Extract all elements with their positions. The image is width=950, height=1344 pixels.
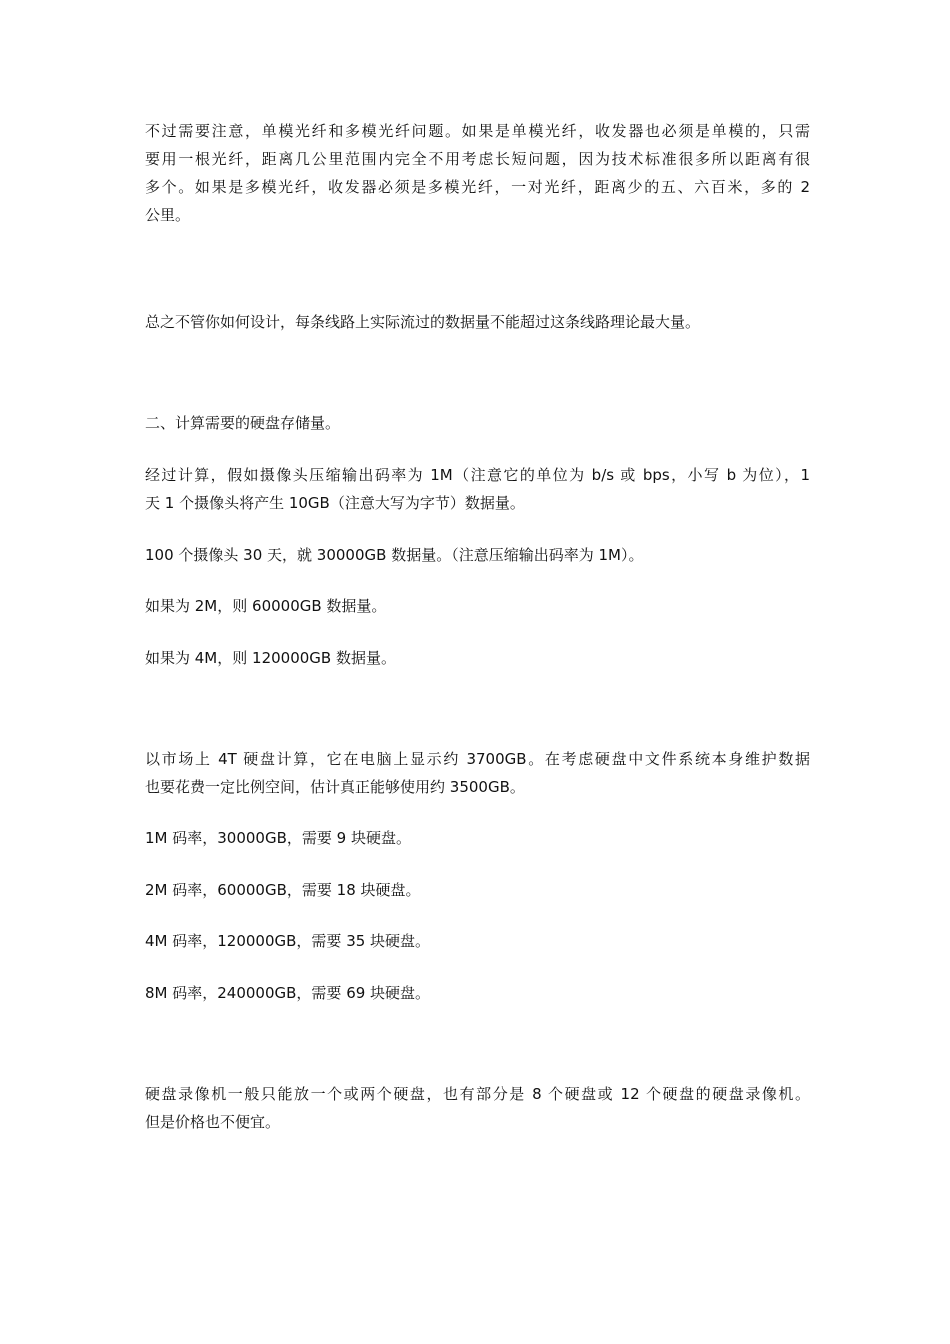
text-line: 不过需要注意，单模光纤和多模光纤问题。如果是单模光纤，收发器也必须是单模的，只需: [145, 122, 810, 140]
paragraph-8m-disks: [145, 979, 810, 1007]
text-line: 也要花费一定比例空间，估计真正能够使用约 3500GB。: [145, 778, 525, 796]
text-line: 但是价格也不便宜。: [145, 1113, 281, 1131]
paragraph-2m: [145, 592, 810, 620]
text-line: 天 1 个摄像头将产生 10GB（注意大写为字节）数据量。: [145, 494, 525, 512]
paragraph-4m-disks: [145, 927, 810, 955]
text-line: 2M 码率，60000GB，需要 18 块硬盘。: [145, 881, 421, 899]
text-line: 要用一根光纤，距离几公里范围内完全不用考虑长短问题，因为技术标准很多所以距离有很: [145, 150, 810, 168]
text-line: 硬盘录像机一般只能放一个或两个硬盘，也有部分是 8 个硬盘或 12 个硬盘的硬盘录像机。: [145, 1085, 810, 1103]
paragraph-100-cameras: [145, 541, 810, 569]
paragraph-summary: [145, 308, 810, 336]
text-line: 以市场上 4T 硬盘计算，它在电脑上显示约 3700GB。在考虑硬盘中文件系统本身维护数据: [145, 750, 810, 768]
text-line: 8M 码率，240000GB，需要 69 块硬盘。: [145, 984, 431, 1002]
paragraph-2m-disks: [145, 876, 810, 904]
paragraph-4m: [145, 644, 810, 672]
text-line: 总之不管你如何设计，每条线路上实际流过的数据量不能超过这条线路理论最大量。: [145, 313, 701, 331]
text-line: 100 个摄像头 30 天，就 30000GB 数据量。（注意压缩输出码率为 1M）。: [145, 546, 644, 564]
text-line: 经过计算，假如摄像头压缩输出码率为 1M（注意它的单位为 b/s 或 bps，小写 b 为位），1: [145, 466, 810, 484]
text-line: 如果为 2M，则 60000GB 数据量。: [145, 597, 387, 615]
text-line: 1M 码率，30000GB，需要 9 块硬盘。: [145, 829, 411, 847]
text-line: 二、计算需要的硬盘存储量。: [145, 414, 341, 432]
paragraph-1m-disks: [145, 824, 810, 852]
paragraph-bitrate-calc: [145, 461, 810, 517]
paragraph-dvr: [145, 1080, 810, 1136]
text-line: 4M 码率，120000GB，需要 35 块硬盘。: [145, 932, 431, 950]
text-line: 公里。: [145, 206, 191, 224]
text-line: 多个。如果是多模光纤，收发器必须是多模光纤，一对光纤，距离少的五、六百米，多的 2: [145, 178, 810, 196]
section-heading-storage: [145, 409, 810, 437]
text-line: 如果为 4M，则 120000GB 数据量。: [145, 649, 396, 667]
paragraph-fiber-note: [145, 117, 810, 229]
paragraph-4t-disk: [145, 745, 810, 801]
